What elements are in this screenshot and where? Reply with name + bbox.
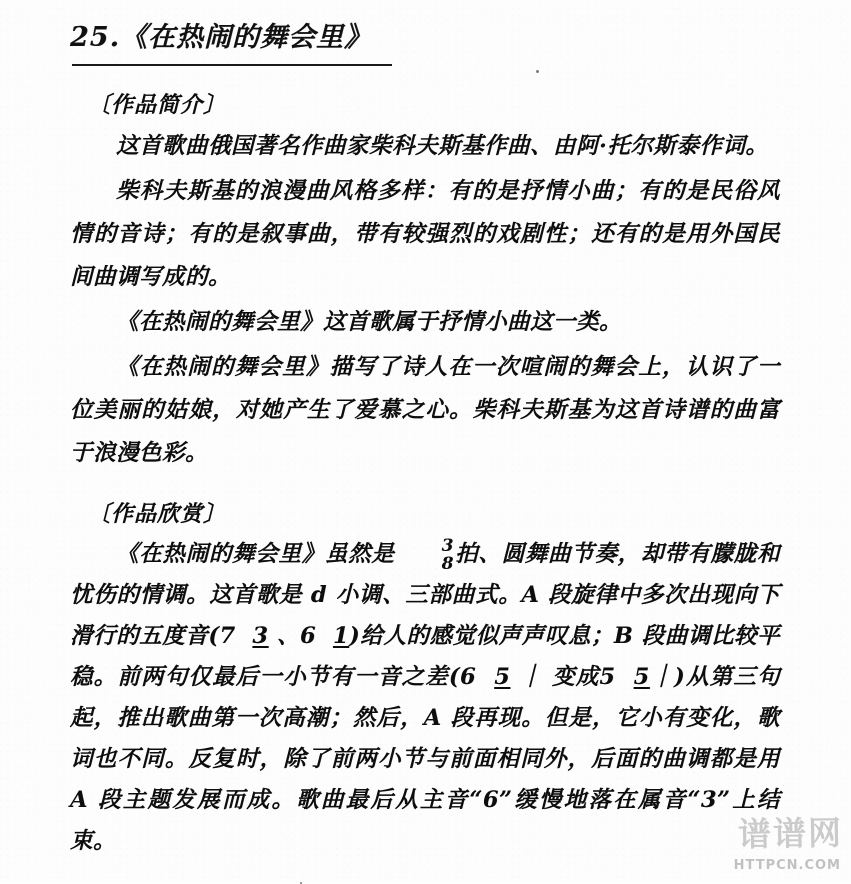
time-signature <box>396 535 454 574</box>
sp <box>236 623 253 649</box>
note-5-low: 5 <box>494 663 511 690</box>
note-1-low: 1 <box>332 622 350 649</box>
paragraph: 《在热闹的舞会里》描写了诗人在一次喧闹的舞会上，认识了一位美丽的姑娘，对她产生了爱慕之心。柴科夫斯基为这首诗谱的曲富于浪漫色彩。 <box>70 353 780 466</box>
sp: 、 <box>268 622 301 649</box>
watermark-url: HTTPCN.COM <box>733 858 841 873</box>
paragraph: 《在热闹的舞会里》这首歌属于抒情小曲这一类。 <box>116 308 623 335</box>
note-3-low: 3 <box>252 622 269 649</box>
note-6b: 6 <box>460 663 477 690</box>
appreciation-text-part-1: 《在热闹的舞会里》虽然是 <box>116 540 395 567</box>
sp <box>616 664 634 690</box>
note-6: 6 <box>300 622 317 649</box>
appreciation-text-part-3: )给人的感觉似声声叹息；B 段曲调比较平稳。前两句仅最后一小节有一音之差( <box>70 622 781 690</box>
time-signature-numerator: 3 <box>441 535 454 556</box>
appreciation-text-part-5: ｜)从第三句起，推出歌曲第一次高潮；然后，A 段再现。但是，它小有变化，歌词也不同。反复时，除了前两小节与前面相同外，后面的曲调都是用 A 段主题发展而成。歌曲最后从主音“ <box>70 663 780 813</box>
tonic-note: 6 <box>482 786 499 813</box>
section-heading-intro: 〔作品简介〕 <box>88 91 227 118</box>
note-7: 7 <box>219 622 236 649</box>
sp: ｜ <box>510 663 553 690</box>
sp <box>316 623 333 649</box>
document-content <box>70 18 780 864</box>
appreciation-text-part-4: 变成 <box>552 663 600 690</box>
sp <box>476 664 494 690</box>
title-block <box>70 18 780 66</box>
appreciation-text-part-6: ”缓慢地落在属音“ <box>498 786 701 813</box>
note-5b: 5 <box>599 663 616 690</box>
paragraph: 这首歌曲俄国著名作曲家柴科夫斯基作曲、由阿·托尔斯泰作词。 <box>116 132 769 159</box>
time-signature-denominator: 8 <box>441 553 454 574</box>
appreciation-text-part-2: 拍、圆舞曲节奏，却带有朦胧和忧伤的情调。这首歌是 d 小调、三部曲式。A 段旋律中多次出现向下滑行的五度音( <box>70 540 780 649</box>
dominant-note: 3 <box>700 786 718 813</box>
section-heading-appreciation: 〔作品欣赏〕 <box>88 500 227 527</box>
title-underline <box>72 64 392 66</box>
paragraph: 柴科夫斯基的浪漫曲风格多样：有的是抒情小曲；有的是民俗风情的音诗；有的是叙事曲，带有较强烈的戏剧性；还有的是用外国民间曲调写成的。 <box>70 177 780 290</box>
paragraph-appreciation <box>70 534 780 862</box>
appreciation-text-part-7: ”上结束。 <box>70 786 780 854</box>
watermark-brand: 谱谱网 <box>737 813 844 854</box>
note-5-low-b: 5 <box>633 663 650 690</box>
page-title: 25.《在热闹的舞会里》 <box>70 22 372 53</box>
